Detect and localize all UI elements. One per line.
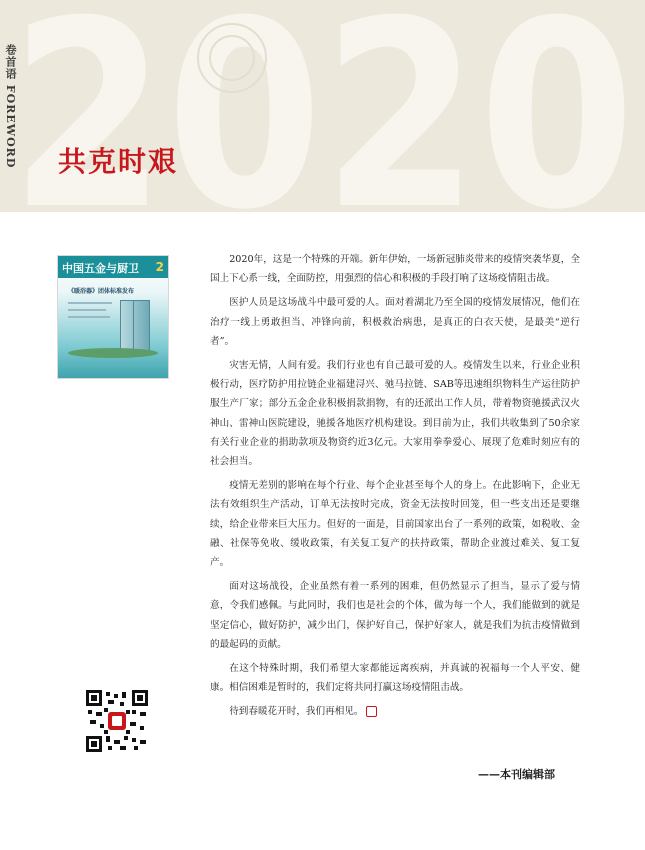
cover-magazine-name: 中国五金与厨卫 — [62, 262, 139, 275]
signature: ——本刊编辑部 — [478, 768, 555, 781]
cover-ground-illustration — [68, 348, 158, 358]
cover-text-line — [68, 316, 110, 318]
qr-code — [86, 690, 148, 752]
article-paragraph-last — [210, 702, 580, 721]
article-paragraph: 医护人员是这场战斗中最可爱的人。面对着湖北乃至全国的疫情发展情况，他们在治疗一线上勇敢担当、冲锋向前，积极救治病患，是真正的白衣天使，是最美“逆行者”。 — [210, 297, 580, 347]
magazine-cover-thumbnail — [58, 256, 168, 378]
section-label: 卷首语 FOREWORD — [4, 44, 17, 169]
article-paragraph: 2020年，这是一个特殊的开端。新年伊始，一场新冠肺炎带来的疫情突袭华夏，全国上下心系一线，全面防控，用强烈的信心和积极的手段打响了这场疫情阻击战。 — [210, 254, 580, 285]
article-paragraph: 灾害无情，人间有爱。我们行业也有自己最可爱的人。疫情发生以来，行业企业积极行动，医疗防护用拉链企业福建浔兴、驰马拉链、SAB等迅速组织物料生产运往防护服生产厂家；部分五金企业积极捐款捐物，有的还派出工作人员，带着物资驰援武汉火神山、雷神山医院建设，驰援各地医疗机构建设。到目前为止，我们共收集到了50余家有关行业企业的捐助款项及物资约近3亿元。大家用拳拳爱心、展现了危难时刻应有的社会担当。 — [210, 360, 580, 468]
article-paragraph: 面对这场战役，企业虽然有着一系列的困难，但仍然显示了担当，显示了爱与情意，令我们感佩。与此同时，我们也是社会的个体，做为每一个人，我们能做到的就是坚定信心，做好防护，减少出门，保护好自己，保护好家人，就是我们为抗击疫情做到的最起码的贡献。 — [210, 581, 580, 650]
end-mark-icon — [366, 706, 377, 717]
cover-shower-divider — [133, 300, 134, 354]
page-title: 共克时艰 — [58, 145, 179, 178]
cover-text-line — [68, 309, 106, 311]
cover-issue-number: 2 — [155, 260, 164, 274]
article-paragraph: 在这个特殊时期，我们希望大家都能远离疾病，并真诚的祝福每一个人平安、健康。相信困难是暂时的，我们定将共同打赢这场疫情阻击战。 — [210, 663, 580, 694]
article-body — [210, 250, 580, 727]
article-closing-line: 待到春暖花开时，我们再相见。 — [229, 706, 364, 718]
header-banner — [0, 0, 645, 212]
year-2020-graphic — [0, 0, 645, 212]
article-paragraph: 疫情无差别的影响在每个行业、每个企业甚至每个人的身上。在此影响下，企业无法有效组织生产活动，订单无法按时完成，资金无法按时回笼，但一些支出还是要继续，给企业带来巨大压力。但好的一面是，目前国家出台了一系列的政策，如税收、金融、社保等免收、缓收政策，有关复工复产的扶持政策，帮助企业渡过难关、复工复产。 — [210, 480, 580, 569]
cover-text-line — [68, 302, 112, 304]
cover-headline: 《暖浴器》团体标准发布 — [68, 288, 135, 295]
big-year-numerals: 2020 — [10, 0, 635, 212]
